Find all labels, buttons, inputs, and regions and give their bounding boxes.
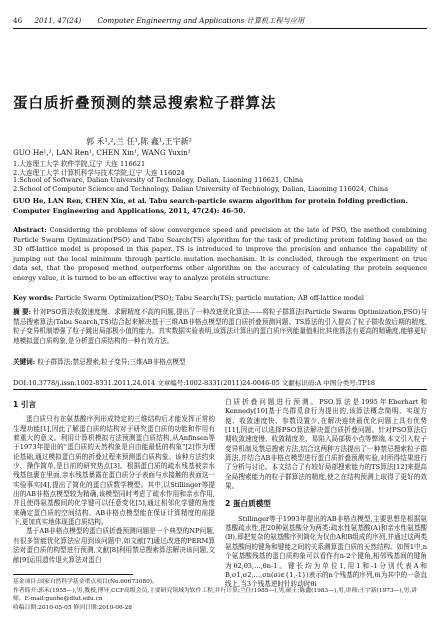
right-column — [225, 398, 427, 590]
keywords-cn-label: 关键词: — [13, 358, 36, 366]
footnote-fund: 基金项目:国家自然科学基金重点项目(No.60673080)。 — [13, 579, 158, 585]
paper-title: 蛋白质折叠预测的禁忌搜索粒子群算法 — [13, 96, 277, 112]
abstract-cn-text: 针对PSO算法收敛速度慢、求解精度不高的问题,提出了一种改进优化算法——将粒子群算法(Particle Swarm Optimization,PSO)与禁忌搜索算法(Tabu Search,TS)结合起来解决基于三维AB非格点模型的蛋白质折叠预测问题。TS算法的引入提高了粒子群收敛后期的精度,粒子变异机制增强了粒子跳出局部极小值的能力。真实数据实验表明,该算法计算出的蛋白质序列能量值相比其他算法有更高的精确度,能够更好地模拟蛋白质构象,是分析蛋白质结构的一种有效方法。 — [13, 308, 427, 345]
abstract-label: Abstract: — [13, 226, 47, 234]
authors-english: GUO He¹,², LAN Ren¹, CHEN Xin¹, WANG Yuxin² — [13, 148, 191, 157]
body-paragraph: 基于AB非格点模型的蛋白质折叠预测问题是一个典型的NP问题,有很多智能优化算法应用到该问题中,如文献[7]通过改进的PERM算法对蛋白质的构型进行预测,文献[8]利用禁忌搜索算法解决该问题,文献[9]运用遗传退火算法对蛋白 — [13, 527, 215, 564]
affiliation-en-1: 1.School of Software, Dalian University of Technology, Dalian, Liaoning 116621, China — [13, 176, 304, 184]
footnote-bio: 作者简介:郭禾(1955—),男,教授,博导,CCF高级会员,主要研究领域为软件工程,并行计算;兰任(1985—),男,硕士;陈鑫(1983—),男,讲师;王宇新(1973—),男,讲师。E-mail:guohe@dlut.edu.cn — [13, 587, 417, 603]
abstract-text: Considering the problems of slow convergence speed and precision at the late of PSO, the method combining Particle Swarm Optimization(PSO) and Tabu Search(TS) algorithm for the task of predicting protein folding based on the 3D off-lattice model is proposed in this paper. TS is introduced to improve the precision and enhance the capability of jumping out the local minimum through particle mutation mechanism. It is concluded, through the experiment on true data set, that the proposed method outperforms other algorithm on the accuracy of calculating the protein sequence energy value, it is turned to be an effective way to analyze protein structure. — [13, 226, 427, 282]
affiliation-cn-1: 1.大连理工大学 软件学院,辽宁 大连 116621 — [13, 160, 146, 168]
journal-issue: 2011, 47(24) — [34, 16, 82, 25]
abstract-english — [13, 226, 427, 283]
affiliation-cn-2: 2.大连理工大学 计算机科学与技术学院,辽宁 大连 116024 — [13, 169, 185, 177]
footnote-dates: 收稿日期:2010-05-05 修回日期:2010-06-28 — [13, 604, 132, 611]
body-paragraph: 白质折叠问题进行预测。PSO算法是1995年Eberhart和Kennedy[10]基于鸟群觅食行为提出的,该算法概念简明、实现方便、收敛速度快、参数设置少,在解决连续最优化问题上具有优势[11],因此可以选择PSO算法解决蛋白质折叠问题。针对PSO算法后期收敛速度慢、收敛精度差、易陷入局部极小点等弊端,本文引入粒子变异机制及禁忌搜索方法,结合这两种方法提出了一种禁忌搜索粒子群算法,并结合AB非格点模型进行蛋白质折叠预测实验,对所得结果进行了分析与讨论。本文结合了有较好局部搜索能力的TS算法[12]来提高全局搜索能力的粒子群算法的精度,使之在结构预测上取得了更好的效果。 — [225, 398, 427, 491]
keywords-text: Particle Swarm Optimization(PSO); Tabu Search(TS); particle mutation; AB off-lattice model — [55, 294, 365, 302]
keywords-chinese — [13, 356, 427, 366]
header-rule — [13, 28, 427, 29]
affiliation-en-2: 2.School of Computer Science and Technology, Dalian University of Technology, Dalian, Liaoning 116024, China — [13, 185, 389, 193]
journal-name: Computer Engineering and Applications 计算机工程与应用 — [97, 16, 305, 25]
footnote-rule — [13, 574, 133, 575]
left-column — [13, 398, 215, 565]
citation-english: GUO He, LAN Ren, CHEN Xin, et al. Tabu search-particle swarm algorithm for protein folding prediction. Computer Engineering and Applications, 2011, 47(24): 46-50. — [13, 197, 408, 215]
abstract-cn-label: 摘 要: — [13, 308, 32, 316]
body-paragraph: 蛋白质只有在氨基酸序列形成特定的三维结构后才能发挥正常的生理功能[1],因此了解蛋白质的结构对于研究蛋白质的功能和作用有着重大的意义。利用计算机模拟方法预测蛋白质结构,从Anfinsen等于1973年提出的"蛋白质的天然构象是自由能最低的构象"[2]作为理论基础,通过模拟蛋白质的折叠过程来预测蛋白质构象。该种方法约束少、操作简单,是目前的研究热点[3]。根据蛋白质的疏水残基被亲水残基包裹在里面,亲水残基暴露在蛋白质分子表面与水接触的表面这一实验事实[4],提出了简化的蛋白质数学模型。其中,以Stillinger等提出的AB非格点模型较为精确,该模型同时考虑了疏水作用和亲水作用,并且使得氨基酸间的化学键可以任意变化[5],通过相邻化学键的角度来确定蛋白质的空间结构。AB非格点模型能在保证计算精度的前提下,更加真实地体现蛋白质结构。 — [13, 415, 215, 527]
keywords-cn-text: 粒子群算法;禁忌搜索;粒子变异;三维AB非格点模型 — [37, 358, 186, 366]
meta-rule — [13, 389, 427, 390]
running-header — [13, 16, 427, 29]
body-paragraph: Stillinger等于1993年提出的AB非格点模型,主要思想是根据氨基酸疏水性,把20种氨基酸分为两类:疏水性氨基酸(A)和亲水性氨基酸(B),即把复杂的氨基酸序列简化为仅由A和B组成的序列,并通过这两类氨基酸间的键角和键能之间的关系测算蛋白质的天然结构。如图1中,n个氨基酸残基的蛋白质构象可以看作有n-2个键角,相邻残基间的键角为θ2,θ3,…,θn-1。键长均为单位1,用1和-1分别代表A和B,σ1,σ2,…,σn(σi∈{1,-1})表示的n个残基的序列,θi为其中的一条直线上,当3个残基逆时针转动时θi — [225, 514, 427, 589]
section-heading-model: 2 蛋白质模型 — [225, 499, 271, 509]
doi-line: DOI:10.3778/j.issn.1002-8331.2011.24.014 文章编号:1002-8331(2011)24-0046-05 文献标识码:A 中图分类号:TP18 — [13, 379, 375, 387]
abstract-chinese — [13, 308, 427, 346]
keywords-english — [13, 294, 427, 304]
page-number: 46 — [13, 16, 23, 25]
keywords-label: Key words: — [13, 294, 54, 302]
authors-chinese: 郭 禾¹,²,兰 任¹,陈 鑫¹,王宇新² — [86, 137, 192, 146]
footnotes — [13, 578, 427, 612]
section-heading-intro: 1 引言 — [13, 400, 37, 409]
